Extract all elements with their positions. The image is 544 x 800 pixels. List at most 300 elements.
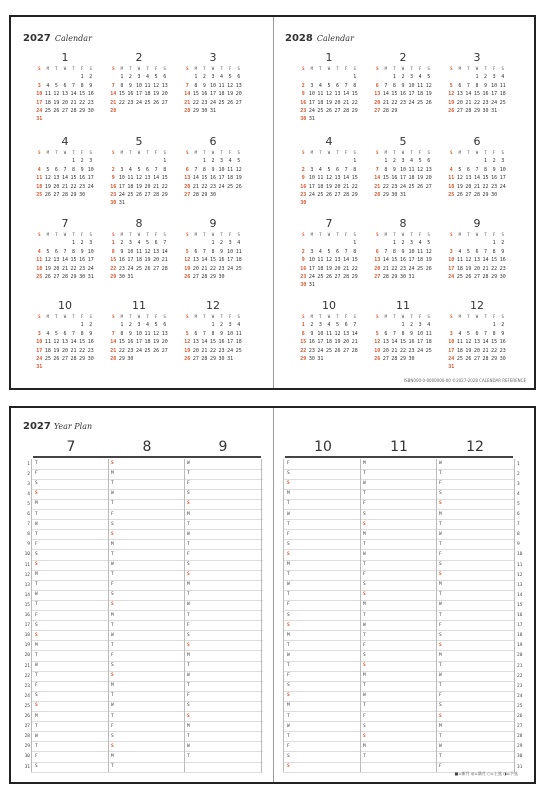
day-cell: 6 <box>146 166 150 173</box>
day-cell: 5 <box>54 330 58 337</box>
blank-cell <box>61 157 70 165</box>
day-cell: 12 <box>374 339 381 346</box>
day-cell: 11 <box>425 330 432 337</box>
day-cell: 20 <box>374 99 381 106</box>
day-cell: 15 <box>79 91 86 98</box>
blank-cell <box>456 73 465 81</box>
blank-cell <box>61 321 70 329</box>
day-cell: 6 <box>384 330 388 337</box>
plan-day: T <box>187 683 190 689</box>
day-cell: 4 <box>46 82 50 89</box>
day-cell: 19 <box>465 265 472 272</box>
row-line <box>283 701 515 702</box>
day-cell: 27 <box>374 273 381 280</box>
day-cell: 19 <box>153 91 160 98</box>
day-cell: 24 <box>408 99 415 106</box>
row-line <box>283 711 515 712</box>
day-cell: 28 <box>382 273 389 280</box>
day-cell: 22 <box>473 99 480 106</box>
weekday-header: M <box>46 150 50 155</box>
day-cell: 30 <box>308 355 315 362</box>
day-cell: 19 <box>227 91 234 98</box>
weekday-header: T <box>220 232 223 237</box>
row-day-number: 29 <box>517 744 523 750</box>
plan-day: T <box>187 541 190 547</box>
day-cell: 17 <box>491 91 498 98</box>
plan-day: T <box>111 642 114 648</box>
day-cell: 27 <box>382 355 389 362</box>
plan-day: M <box>187 582 190 588</box>
day-cell: 24 <box>399 183 406 190</box>
day-cell: 7 <box>111 330 115 337</box>
day-cell: 8 <box>211 248 215 255</box>
day-cell: 23 <box>300 191 307 198</box>
calendar-spread <box>9 15 536 390</box>
blank-cell <box>316 239 325 247</box>
weekday-header: W <box>401 314 405 319</box>
weekday-header: M <box>46 232 50 237</box>
day-cell: 5 <box>185 330 189 337</box>
day-cell: 25 <box>417 265 424 272</box>
day-cell: 1 <box>484 158 488 165</box>
day-cell: 16 <box>218 257 225 264</box>
day-cell: 9 <box>401 248 405 255</box>
plan-day: W <box>187 531 190 537</box>
day-cell: 25 <box>317 107 324 114</box>
row-line <box>31 519 263 520</box>
day-cell: 23 <box>201 99 208 106</box>
blank-cell <box>342 73 351 81</box>
day-cell: 20 <box>192 265 199 272</box>
day-cell: 17 <box>317 339 324 346</box>
plan-month-9: 9 <box>218 439 228 455</box>
page-fold <box>273 408 274 782</box>
weekday-header: W <box>137 150 141 155</box>
day-cell: 21 <box>343 99 350 106</box>
day-cell: 25 <box>317 273 324 280</box>
weekday-header: F <box>344 66 348 71</box>
weekday-header: S <box>302 232 305 237</box>
month-number: 9 <box>473 217 481 230</box>
blank-cell <box>382 239 391 247</box>
blank-cell <box>69 321 78 329</box>
plan-day: M <box>363 673 366 679</box>
day-cell: 5 <box>466 330 470 337</box>
day-cell: 20 <box>473 265 480 272</box>
weekday-header: T <box>72 232 75 237</box>
plan-day: F <box>287 743 290 749</box>
plan-day: T <box>363 471 366 477</box>
row-day-number: 27 <box>24 724 30 730</box>
day-cell: 4 <box>458 248 462 255</box>
day-cell: 13 <box>53 257 60 264</box>
plan-day: W <box>187 743 190 749</box>
day-cell: 21 <box>482 265 489 272</box>
weekday-header: S <box>302 314 305 319</box>
weekday-header: T <box>220 66 223 71</box>
day-cell: 17 <box>218 175 225 182</box>
day-cell: 27 <box>473 273 480 280</box>
day-cell: 8 <box>80 82 84 89</box>
row-line <box>31 751 263 752</box>
day-cell: 17 <box>399 175 406 182</box>
day-cell: 6 <box>194 248 198 255</box>
day-cell: 21 <box>343 265 350 272</box>
day-cell: 1 <box>80 322 84 329</box>
row-line <box>283 499 515 500</box>
weekday-header: M <box>46 314 50 319</box>
day-cell: 4 <box>449 166 453 173</box>
day-cell: 21 <box>201 347 208 354</box>
day-cell: 22 <box>70 183 77 190</box>
day-cell: 19 <box>44 265 51 272</box>
day-cell: 20 <box>153 257 160 264</box>
day-cell: 21 <box>61 183 68 190</box>
day-cell: 25 <box>417 99 424 106</box>
day-cell: 12 <box>448 91 455 98</box>
plan-day: T <box>35 602 38 608</box>
day-cell: 5 <box>427 74 431 81</box>
day-cell: 1 <box>492 240 496 247</box>
day-cell: 10 <box>308 91 315 98</box>
row-day-number: 26 <box>24 714 30 719</box>
plan-day: T <box>439 541 442 547</box>
day-cell: 2 <box>211 158 215 165</box>
blank-cell <box>52 73 61 81</box>
day-cell: 16 <box>118 257 125 264</box>
month-1 <box>35 51 95 124</box>
day-cell: 30 <box>399 273 406 280</box>
day-cell: 1 <box>392 74 396 81</box>
day-cell: 31 <box>448 364 455 371</box>
weekday-header: W <box>401 66 405 71</box>
day-cell: 14 <box>482 257 489 264</box>
day-cell: 29 <box>351 273 358 280</box>
blank-cell <box>183 321 192 329</box>
weekday-header: S <box>237 314 240 319</box>
day-cell: 12 <box>456 175 463 182</box>
weekday-header: S <box>163 66 166 71</box>
weekday-header: M <box>120 150 124 155</box>
day-cell: 11 <box>499 82 506 89</box>
day-cell: 18 <box>408 175 415 182</box>
month-number: 2 <box>399 51 407 64</box>
day-cell: 26 <box>235 183 242 190</box>
day-cell: 29 <box>391 107 398 114</box>
day-cell: 8 <box>392 248 396 255</box>
plan-day: F <box>287 531 290 537</box>
day-cell: 31 <box>491 107 498 114</box>
weekday-header: T <box>319 66 322 71</box>
weekday-header: M <box>310 66 314 71</box>
plan-day: T <box>439 753 442 759</box>
day-cell: 22 <box>209 347 216 354</box>
plan-day: S <box>111 663 114 668</box>
weekday-header: F <box>418 232 422 237</box>
weekday-header: F <box>154 150 158 155</box>
day-cell: 15 <box>110 257 117 264</box>
day-cell: 26 <box>153 99 160 106</box>
plan-day: T <box>35 723 38 729</box>
day-cell: 30 <box>218 355 225 362</box>
day-cell: 22 <box>382 183 389 190</box>
day-cell: 14 <box>391 339 398 346</box>
day-cell: 5 <box>375 330 379 337</box>
day-cell: 22 <box>118 347 125 354</box>
day-cell: 19 <box>374 347 381 354</box>
day-cell: 21 <box>161 257 168 264</box>
plan-day: W <box>35 521 38 527</box>
day-cell: 23 <box>300 273 307 280</box>
plan-day: S <box>111 461 114 466</box>
weekday-header: W <box>63 66 67 71</box>
day-cell: 12 <box>184 339 191 346</box>
weekday-header: T <box>203 66 206 71</box>
day-cell: 15 <box>351 91 358 98</box>
day-cell: 4 <box>318 248 322 255</box>
row-day-number: 31 <box>24 764 30 770</box>
weekday-header: F <box>154 66 158 71</box>
day-cell: 3 <box>410 74 414 81</box>
day-cell: 20 <box>374 265 381 272</box>
plan-day: S <box>287 753 290 759</box>
weekday-header: M <box>458 232 462 237</box>
weekday-header: S <box>89 232 92 237</box>
plan-day: M <box>35 572 38 578</box>
plan-day: S <box>287 612 290 618</box>
day-cell: 21 <box>61 265 68 272</box>
row-day-number: 23 <box>24 683 30 689</box>
row-line <box>31 539 263 540</box>
weekday-header: T <box>319 314 322 319</box>
plan-day: T <box>35 673 38 679</box>
weekday-header: M <box>384 150 388 155</box>
day-cell: 10 <box>135 330 142 337</box>
row-line <box>31 741 263 742</box>
day-cell: 28 <box>61 191 68 198</box>
weekday-header: T <box>129 150 132 155</box>
row-day-number: 15 <box>24 602 30 608</box>
day-cell: 16 <box>300 183 307 190</box>
day-cell: 20 <box>161 91 168 98</box>
day-cell: 9 <box>120 248 124 255</box>
blank-cell <box>316 157 325 165</box>
day-cell: 2 <box>492 158 496 165</box>
day-cell: 30 <box>79 191 86 198</box>
day-cell: 31 <box>118 200 125 207</box>
plan-day: M <box>439 511 442 517</box>
day-cell: 1 <box>72 158 76 165</box>
day-cell: 8 <box>353 166 357 173</box>
day-cell: 29 <box>70 273 77 280</box>
plan-day: S <box>111 733 114 739</box>
day-cell: 25 <box>325 347 332 354</box>
day-cell: 20 <box>61 99 68 106</box>
day-cell: 3 <box>449 330 453 337</box>
day-cell: 14 <box>184 91 191 98</box>
blank-cell <box>382 73 391 81</box>
row-day-number: 19 <box>517 643 523 649</box>
row-line <box>283 620 515 621</box>
day-cell: 5 <box>154 322 158 329</box>
blank-cell <box>333 73 342 81</box>
blank-cell <box>473 239 482 247</box>
day-cell: 9 <box>220 330 224 337</box>
day-cell: 2 <box>301 248 305 255</box>
weekday-header: S <box>302 150 305 155</box>
day-cell: 9 <box>220 248 224 255</box>
plan-day: M <box>287 703 290 709</box>
column-separator <box>31 459 32 772</box>
day-cell: 26 <box>465 273 472 280</box>
row-day-number: 21 <box>517 663 523 669</box>
day-cell: 12 <box>425 248 432 255</box>
day-cell: 9 <box>89 82 93 89</box>
day-cell: 13 <box>235 82 242 89</box>
weekday-header: T <box>467 232 470 237</box>
day-cell: 29 <box>482 191 489 198</box>
day-cell: 24 <box>308 273 315 280</box>
day-cell: 1 <box>120 322 124 329</box>
day-cell: 5 <box>46 166 50 173</box>
day-cell: 10 <box>135 82 142 89</box>
day-cell: 13 <box>382 339 389 346</box>
plan-day: F <box>439 622 442 628</box>
day-cell: 11 <box>135 248 142 255</box>
row-line <box>283 560 515 561</box>
weekday-header: T <box>484 232 487 237</box>
blank-cell <box>299 239 308 247</box>
plan-day: F <box>363 501 366 507</box>
blank-cell <box>333 239 342 247</box>
day-cell: 12 <box>417 166 424 173</box>
row-day-number: 10 <box>24 552 30 558</box>
day-cell: 22 <box>118 99 125 106</box>
day-cell: 29 <box>491 273 498 280</box>
row-line <box>283 691 515 692</box>
plan-day: F <box>439 551 442 557</box>
day-cell: 26 <box>53 355 60 362</box>
day-cell: 21 <box>465 99 472 106</box>
day-cell: 27 <box>61 355 68 362</box>
plan-day: S <box>287 541 290 547</box>
plan-day: S <box>187 572 190 578</box>
day-cell: 25 <box>44 355 51 362</box>
plan-day: F <box>111 582 114 588</box>
day-cell: 5 <box>458 166 462 173</box>
day-cell: 27 <box>161 347 168 354</box>
day-cell: 22 <box>399 347 406 354</box>
weekday-header: S <box>353 150 356 155</box>
weekday-header: M <box>194 150 198 155</box>
day-cell: 13 <box>53 175 60 182</box>
blank-cell <box>35 239 44 247</box>
month-11 <box>109 299 169 363</box>
row-line <box>283 549 515 550</box>
day-cell: 20 <box>235 91 242 98</box>
row-line <box>31 580 263 581</box>
day-cell: 17 <box>227 257 234 264</box>
blank-cell <box>69 73 78 81</box>
day-cell: 21 <box>110 99 117 106</box>
blank-cell <box>447 157 456 165</box>
day-cell: 15 <box>391 257 398 264</box>
month-number: 3 <box>473 51 481 64</box>
day-cell: 22 <box>391 265 398 272</box>
day-cell: 6 <box>154 240 158 247</box>
day-cell: 18 <box>36 265 43 272</box>
day-cell: 15 <box>118 339 125 346</box>
day-cell: 24 <box>87 265 94 272</box>
day-cell: 27 <box>374 107 381 114</box>
day-cell: 15 <box>351 257 358 264</box>
day-cell: 2 <box>401 74 405 81</box>
weekday-header: T <box>129 232 132 237</box>
weekday-header: F <box>492 150 496 155</box>
plan-day: T <box>187 612 190 618</box>
plan-day: F <box>439 481 442 487</box>
day-cell: 24 <box>218 183 225 190</box>
day-cell: 21 <box>70 347 77 354</box>
day-cell: 25 <box>235 265 242 272</box>
day-cell: 23 <box>499 265 506 272</box>
day-cell: 23 <box>127 347 134 354</box>
day-cell: 15 <box>491 257 498 264</box>
day-cell: 3 <box>137 74 141 81</box>
day-cell: 20 <box>456 99 463 106</box>
plan-day: M <box>363 531 366 537</box>
day-cell: 25 <box>425 347 432 354</box>
day-cell: 16 <box>127 339 134 346</box>
day-cell: 28 <box>382 107 389 114</box>
blank-cell <box>316 73 325 81</box>
weekday-header: T <box>220 150 223 155</box>
plan-day: M <box>187 652 190 658</box>
plan-day: T <box>363 562 366 567</box>
day-cell: 28 <box>482 273 489 280</box>
row-line <box>283 731 515 732</box>
day-cell: 26 <box>184 355 191 362</box>
plan-day: S <box>439 703 442 709</box>
plan-day: M <box>35 501 38 507</box>
day-cell: 28 <box>70 107 77 114</box>
day-cell: 24 <box>308 107 315 114</box>
day-cell: 25 <box>218 99 225 106</box>
plan-day: F <box>439 693 442 699</box>
day-cell: 5 <box>185 248 189 255</box>
day-cell: 28 <box>153 191 160 198</box>
day-cell: 29 <box>110 273 117 280</box>
day-cell: 27 <box>334 107 341 114</box>
page-fold <box>273 17 274 388</box>
day-cell: 24 <box>417 347 424 354</box>
weekday-header: S <box>353 232 356 237</box>
day-cell: 15 <box>482 175 489 182</box>
day-cell: 1 <box>211 240 215 247</box>
year-plan-title: 2027 Year Plan <box>23 421 93 432</box>
blank-cell <box>333 157 342 165</box>
plan-day: S <box>439 642 442 648</box>
day-cell: 8 <box>111 248 115 255</box>
month-number: 4 <box>325 135 333 148</box>
day-cell: 22 <box>161 183 168 190</box>
day-cell: 18 <box>456 347 463 354</box>
day-cell: 16 <box>110 183 117 190</box>
day-cell: 16 <box>201 91 208 98</box>
blank-cell <box>464 321 473 329</box>
month-rule <box>33 456 109 458</box>
day-cell: 24 <box>127 265 134 272</box>
